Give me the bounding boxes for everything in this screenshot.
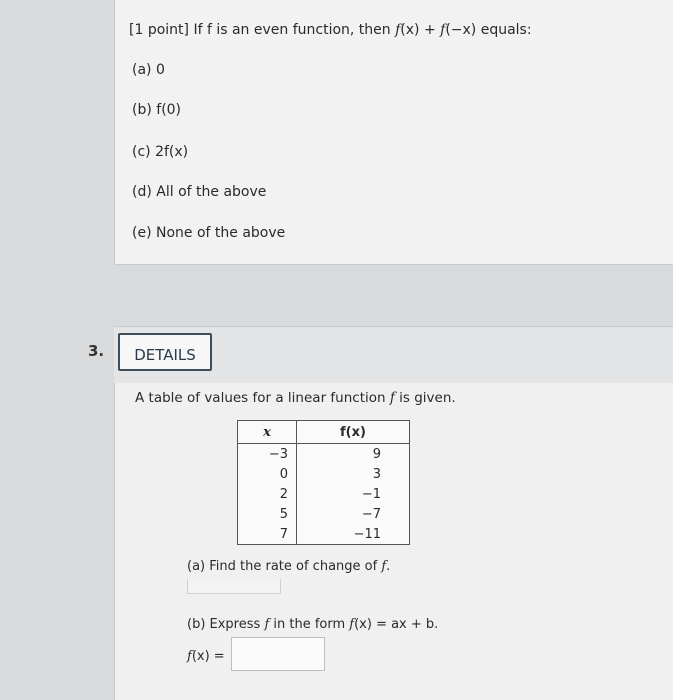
part-b-text: (b) Express xyxy=(187,617,265,632)
cell-fx: 9 xyxy=(372,446,381,462)
choice-c[interactable]: (c) 2f(x) xyxy=(132,144,189,160)
values-table xyxy=(237,420,410,545)
header-fx: f(x) xyxy=(297,421,410,444)
rate-of-change-input[interactable] xyxy=(187,579,281,594)
expression-part-2: (−x) equals: xyxy=(445,22,532,38)
choice-b[interactable]: (b) f(0) xyxy=(132,102,182,118)
function-name: f xyxy=(349,617,355,632)
function-name: f xyxy=(395,22,401,38)
function-name: f xyxy=(187,649,192,664)
table-row xyxy=(238,464,410,484)
cell-fx: 3 xyxy=(372,466,381,482)
table-row xyxy=(238,504,410,524)
part-b-prompt xyxy=(187,617,438,632)
cell-x: 5 xyxy=(238,504,297,524)
prompt-text: If f is an even function, then xyxy=(189,22,396,38)
intro-text-end: is given. xyxy=(394,390,456,406)
points-label: [1 point] xyxy=(129,22,189,38)
cell-x: 7 xyxy=(238,524,297,545)
function-name: f xyxy=(389,390,395,406)
part-a-text: (a) Find the rate of change of xyxy=(187,559,382,574)
fx-equals: (x) = xyxy=(191,649,225,664)
choice-e[interactable]: (e) None of the above xyxy=(132,225,286,241)
cell-x: 0 xyxy=(238,464,297,484)
cell-x: −3 xyxy=(238,444,297,465)
question-3-header xyxy=(114,326,673,384)
choice-a[interactable]: (a) 0 xyxy=(132,62,165,78)
table-row xyxy=(238,444,410,465)
question-3-body xyxy=(114,383,673,700)
cell-x: 2 xyxy=(238,484,297,504)
cell-fx: −7 xyxy=(361,506,381,522)
intro-text: A table of values for a linear function xyxy=(135,390,390,406)
part-a-prompt xyxy=(187,559,390,574)
choice-d[interactable]: (d) All of the above xyxy=(132,184,267,200)
function-name: f xyxy=(381,559,387,574)
expression-part-1: (x) + xyxy=(400,22,441,38)
table-header-row xyxy=(238,421,410,444)
part-b-text-mid: in the form xyxy=(269,617,350,632)
linear-form-input[interactable] xyxy=(231,637,325,671)
question-1-prompt xyxy=(129,22,532,38)
cell-fx: −1 xyxy=(361,486,381,502)
table-row xyxy=(238,484,410,504)
cell-fx: −11 xyxy=(353,526,381,542)
question-1-panel xyxy=(114,0,673,265)
details-button[interactable]: DETAILS xyxy=(118,333,212,371)
function-name: f xyxy=(264,617,270,632)
part-a-end: . xyxy=(386,559,391,574)
question-3-intro xyxy=(135,390,456,406)
header-x: x xyxy=(238,421,297,444)
question-number: 3. xyxy=(88,342,105,360)
table-row xyxy=(238,524,410,545)
fx-label xyxy=(187,649,225,664)
part-b-form: (x) = ax + b. xyxy=(354,617,439,632)
function-name: f xyxy=(440,22,446,38)
